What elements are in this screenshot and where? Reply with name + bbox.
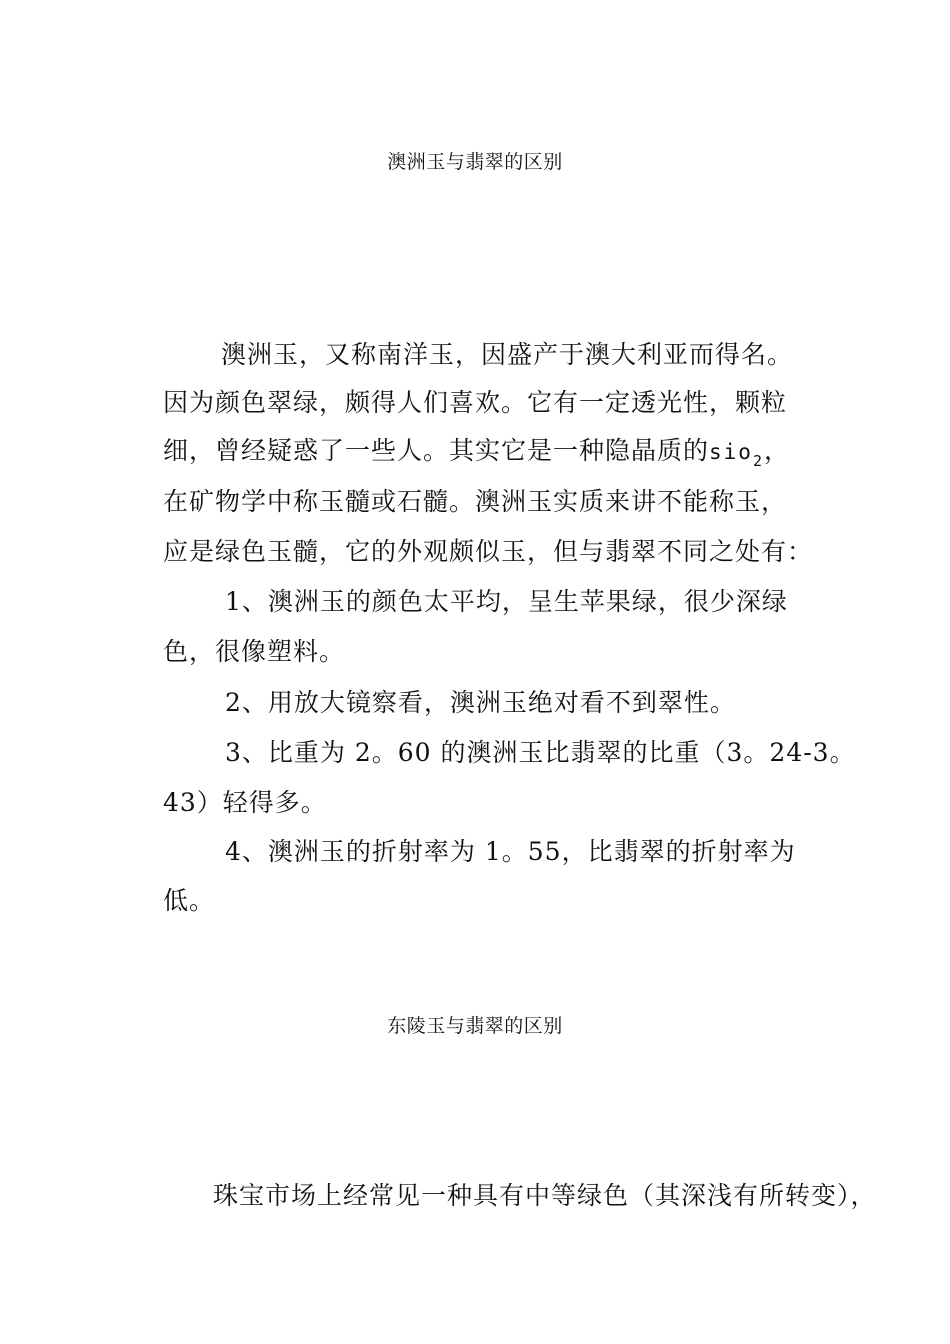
paragraph-line: 澳洲玉，又称南洋玉，因盛产于澳大利亚而得名。 — [221, 340, 794, 369]
section2-title: 东陵玉与翡翠的区别 — [387, 1015, 563, 1037]
list-item-1: 1、澳洲玉的颜色太平均，呈生苹果绿，很少深绿 — [225, 587, 788, 616]
list-item-1-continued: 色，很像塑料。 — [163, 637, 346, 666]
list-item-2: 2、用放大镜察看，澳洲玉绝对看不到翠性。 — [225, 688, 736, 717]
section1-title: 澳洲玉与翡翠的区别 — [387, 151, 563, 173]
formula-subscript: 2 — [752, 452, 764, 470]
paragraph-line — [163, 431, 790, 470]
chemical-formula: sio — [709, 440, 753, 464]
paragraph-line: 应是绿色玉髓，它的外观颇似玉，但与翡翠不同之处有： — [163, 537, 814, 566]
list-item-3-continued: 43）轻得多。 — [163, 788, 327, 817]
list-item-4-continued: 低。 — [163, 886, 216, 915]
paragraph-line: 在矿物学中称玉髓或石髓。澳洲玉实质来讲不能称玉， — [163, 487, 788, 516]
paragraph-line: 因为颜色翠绿，颇得人们喜欢。它有一定透光性，颗粒 — [163, 388, 788, 417]
list-item-3: 3、比重为 2。60 的澳洲玉比翡翠的比重（3。24-3。 — [225, 738, 856, 767]
paragraph-line: 珠宝市场上经常见一种具有中等绿色（其深浅有所转变）， — [213, 1181, 877, 1210]
list-item-4: 4、澳洲玉的折射率为 1。55，比翡翠的折射率为 — [225, 837, 796, 866]
paragraph-text: 细，曾经疑惑了一些人。其实它是一种隐晶质的 — [163, 436, 710, 465]
paragraph-text: ， — [763, 436, 790, 465]
